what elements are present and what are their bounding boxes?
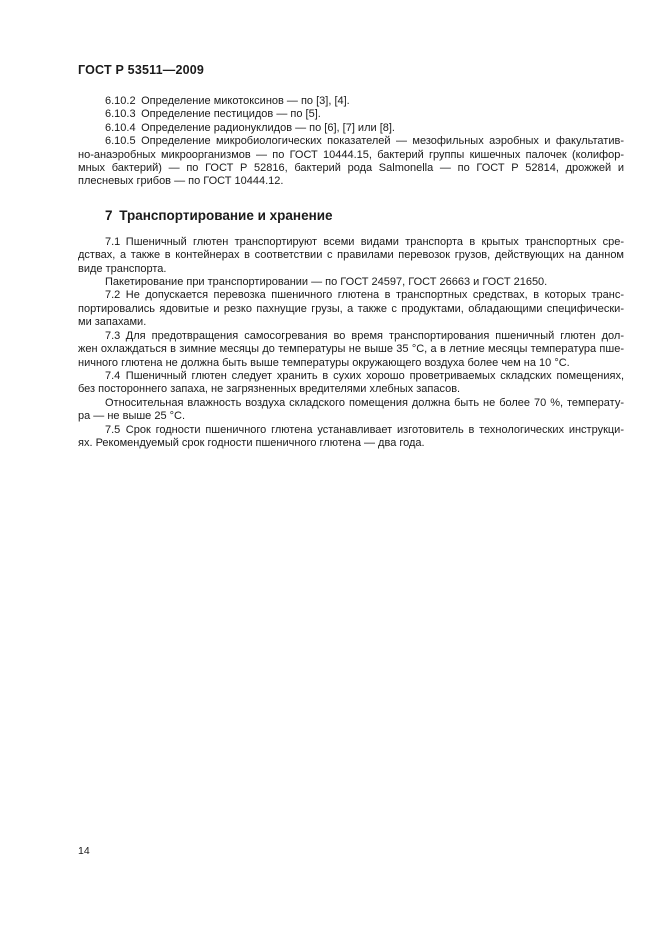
paragraph-line: плесневых грибов — по ГОСТ 10444.12. xyxy=(78,175,284,188)
paragraph-line: ях. Рекомендуемый срок годности пшеничного глютена — два года. xyxy=(78,436,425,449)
paragraph-line: без постороннего запаха, не загрязненных вредителями хлебных запасов. xyxy=(78,383,461,396)
paragraph-line: 6.10.5 Определение микробиологических показателей — мезофильных аэробных и факультатив- xyxy=(105,135,624,148)
paragraph xyxy=(78,95,624,108)
running-header: ГОСТ Р 53511—2009 xyxy=(78,63,205,77)
paragraph xyxy=(78,424,624,451)
document-body xyxy=(78,95,624,450)
paragraph-line: дствах, а также в контейнерах в соответствии с правилами перевозок грузов, действующих на данном xyxy=(78,249,624,262)
section-heading: 7 Транспортирование и хранение xyxy=(105,207,333,223)
paragraph xyxy=(78,397,624,424)
paragraph-line: ничного глютена не должна быть выше температуры окружающего воздуха более чем на 10 °С. xyxy=(78,356,570,369)
paragraph-line: 7.1 Пшеничный глютен транспортируют всеми видами транспорта в крытых транспортных сре- xyxy=(105,235,624,248)
paragraph-line: 7.3 Для предотвращения самосогревания во время транспортирования пшеничный глютен дол- xyxy=(105,329,624,342)
paragraph-line: 7.2 Не допускается перевозка пшеничного глютена в транспортных средствах, в которых транс- xyxy=(105,289,624,302)
paragraph-line: ра — не выше 25 °С. xyxy=(78,410,186,423)
paragraph-line: Относительная влажность воздуха складского помещения должна быть не более 70 %, температу- xyxy=(105,396,624,409)
paragraph-line: ми запахами. xyxy=(78,316,147,329)
paragraph xyxy=(78,276,624,289)
paragraph xyxy=(78,370,624,397)
paragraph-line: 6.10.2 Определение микотоксинов — по [3], [4]. xyxy=(105,95,350,107)
paragraph-line: Пакетирование при транспортировании — по ГОСТ 24597, ГОСТ 26663 и ГОСТ 21650. xyxy=(105,276,548,289)
paragraph-line: 6.10.4 Определение радионуклидов — по [6], [7] или [8]. xyxy=(105,121,395,134)
paragraph-line: портировались ядовитые и резко пахнущие грузы, а также с продуктами, обладающими специфически- xyxy=(78,302,624,315)
paragraph xyxy=(78,236,624,276)
paragraph xyxy=(78,330,624,370)
paragraph xyxy=(78,289,624,329)
paragraph-line: но-анаэробных микроорганизмов — по ГОСТ 10444.15, бактерий группы кишечных палочек (колифор- xyxy=(78,148,624,161)
paragraph-line: виде транспорта. xyxy=(78,262,167,275)
page-number: 14 xyxy=(78,845,90,857)
paragraph xyxy=(78,108,624,121)
paragraph xyxy=(78,135,624,189)
paragraph-line: 7.5 Срок годности пшеничного глютена устанавливает изготовитель в технологических инструкци- xyxy=(105,423,624,436)
paragraph-line: 6.10.3 Определение пестицидов — по [5]. xyxy=(105,108,321,121)
paragraph-line: жен охлаждаться в зимние месяцы до температуры не выше 35 °С, а в летние месяцы температура пше- xyxy=(78,343,624,356)
paragraph xyxy=(78,122,624,135)
paragraph-line: мных бактерий) — по ГОСТ Р 52816, бактерий рода Salmonella — по ГОСТ Р 52814, дрожжей и xyxy=(78,162,624,175)
paragraph-line: 7.4 Пшеничный глютен следует хранить в сухих хорошо проветриваемых складских помещениях, xyxy=(105,369,624,382)
